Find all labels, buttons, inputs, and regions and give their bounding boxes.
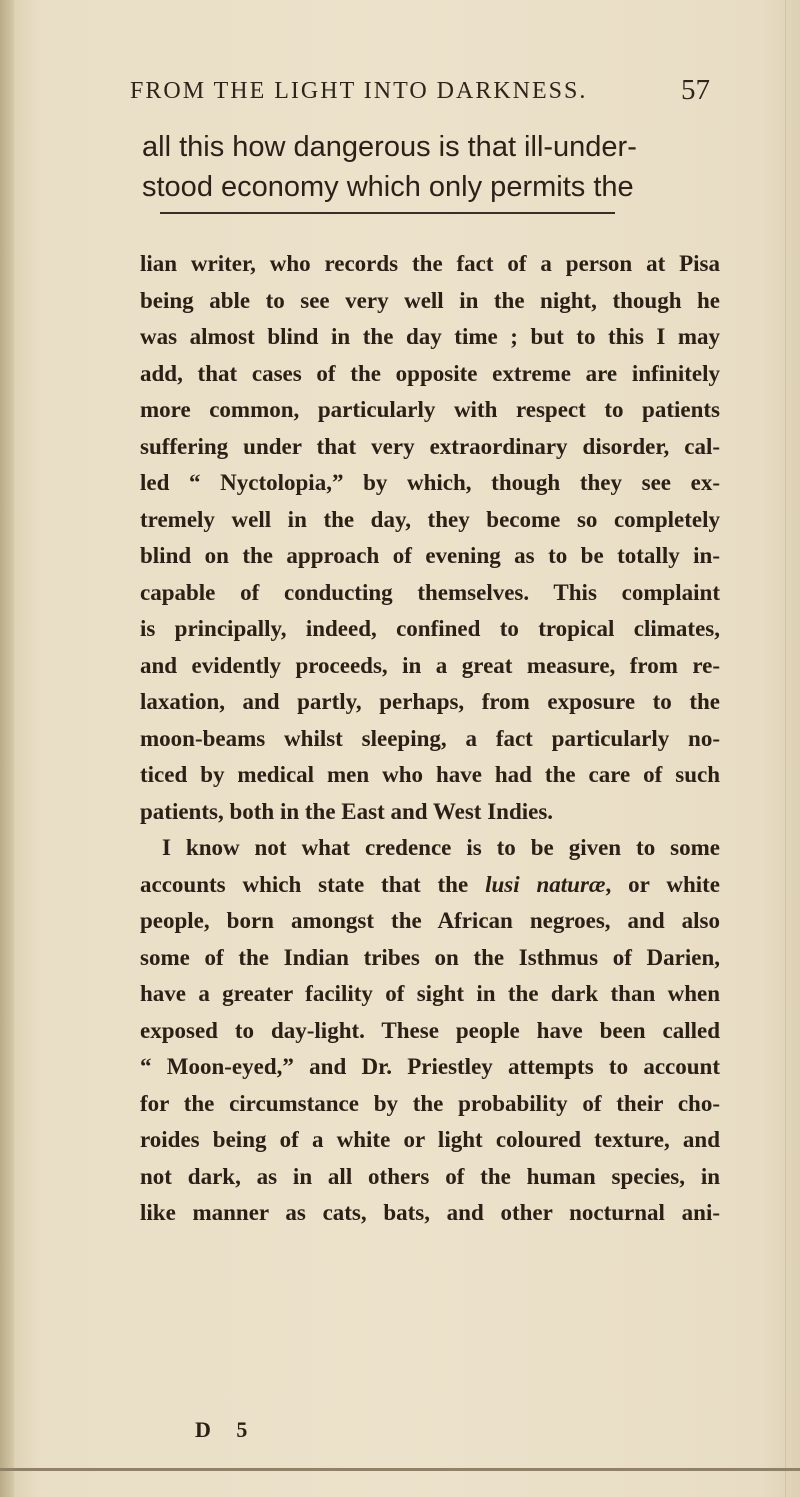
main-text xyxy=(142,127,722,207)
footnote-line: patients, both in the East and West Indies. xyxy=(140,798,554,824)
footnote-line: is principally, indeed, confined to tropical climates, xyxy=(140,616,720,641)
footnote-line: have a greater facility of sight in the dark than when xyxy=(140,981,720,1006)
main-text-line: stood economy which only permits the xyxy=(142,171,634,203)
footnote-line: “ Moon-eyed,” and Dr. Priestley attempts to account xyxy=(140,1054,720,1079)
footnote-line: ticed by medical men who have had the care of such xyxy=(140,762,720,787)
footnote-line: accounts which state that the lusi naturæ, or white xyxy=(140,871,721,897)
footnote-line: was almost blind in the day time ; but to this I may xyxy=(140,324,720,349)
footnote-line: not dark, as in all others of the human species, in xyxy=(140,1163,720,1189)
main-text-line: all this how dangerous is that ill-under- xyxy=(142,131,637,163)
page-number: 57 xyxy=(681,74,710,106)
footnote-line: suffering under that very extraordinary disorder, cal- xyxy=(140,433,720,459)
footnote-line: blind on the approach of evening as to be totally in- xyxy=(140,543,720,568)
footnote-line: led “ Nyctolopia,” by which, though they see ex- xyxy=(140,470,720,495)
footnote-line: lian writer, who records the fact of a person at Pisa xyxy=(140,251,720,276)
footnote-line: some of the Indian tribes on the Isthmus of Darien, xyxy=(140,944,720,970)
footnote-line: people, born amongst the African negroes, and also xyxy=(140,908,720,933)
printer-signature: D 5 xyxy=(195,1417,258,1442)
footnote-text xyxy=(140,246,720,1232)
footnote-line: tremely well in the day, they become so completely xyxy=(140,506,720,532)
footnote-line: more common, particularly with respect to patients xyxy=(140,397,720,422)
footnote-line: like manner as cats, bats, and other nocturnal ani- xyxy=(140,1200,720,1225)
footnote-line: for the circumstance by the probability of their cho- xyxy=(140,1090,720,1116)
page-gutter xyxy=(0,0,14,1497)
latin-phrase: lusi naturæ xyxy=(485,871,606,897)
page-edge xyxy=(785,0,786,1497)
footnote-separator xyxy=(160,212,615,214)
footnote-line: and evidently proceeds, in a great measure, from re- xyxy=(140,652,720,678)
footnote-line: being able to see very well in the night, though he xyxy=(140,287,720,313)
footnote-line: roides being of a white or light coloured texture, and xyxy=(140,1127,720,1152)
footnote-line: moon-beams whilst sleeping, a fact particularly no- xyxy=(140,725,720,751)
page-bottom-edge xyxy=(0,1468,800,1471)
footnote-line: exposed to day-light. These people have been called xyxy=(140,1017,720,1043)
footnote-line: laxation, and partly, perhaps, from exposure to the xyxy=(140,689,720,714)
running-title: FROM THE LIGHT INTO DARKNESS. xyxy=(130,78,588,104)
footnote-line: add, that cases of the opposite extreme are infinitely xyxy=(140,360,720,386)
footnote-line: capable of conducting themselves. This complaint xyxy=(140,579,720,605)
footnote-line: I know not what credence is to be given to some xyxy=(162,835,720,860)
